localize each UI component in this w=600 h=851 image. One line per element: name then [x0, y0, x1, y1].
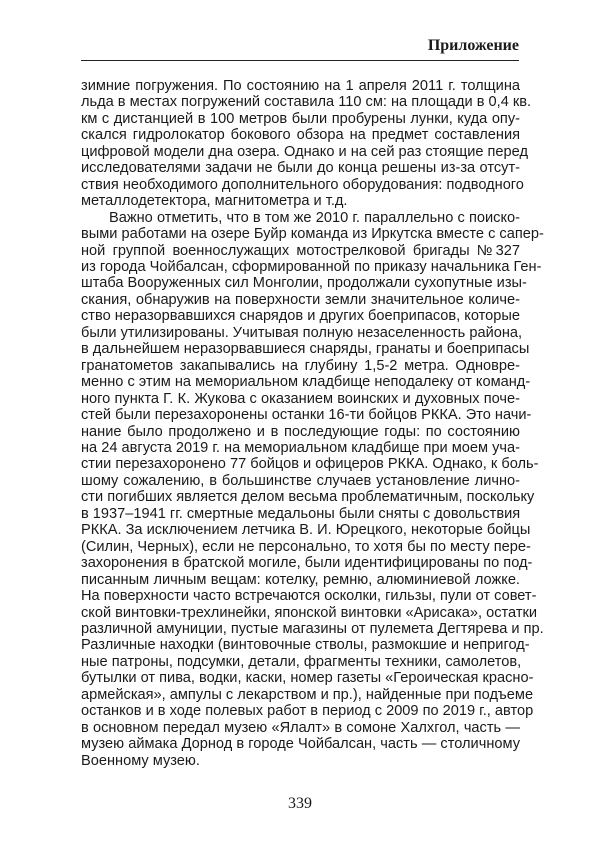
- running-header: [81, 36, 519, 61]
- page-number: 339: [288, 795, 312, 812]
- text-line: в дальнейшем неразорвавшиеся снаряды, гранаты и боеприпасы: [81, 341, 530, 358]
- paragraph: [81, 209, 544, 769]
- text-line: шому сожалению, в большинстве случаев установление лично-: [81, 472, 520, 489]
- text-line: ской винтовки-трехлинейки, японской винтовки «Арисака», остатки: [81, 604, 538, 621]
- text-line: гранатометов закапывались на глубину 1,5-2 метра. Одновре-: [81, 357, 520, 374]
- text-line: в 1937–1941 гг. смертные медальоны были сняты с довольствия: [81, 505, 521, 522]
- text-line: скался гидролокатор бокового обзора на предмет составления: [81, 127, 520, 144]
- text-line: ство неразорвавшихся снарядов и других боеприпасов, которые: [81, 308, 520, 325]
- text-line: из города Чойбалсан, сформированной по приказу начальника Ген-: [81, 258, 542, 275]
- text-line: штаба Вооруженных сил Монголии, продолжали сухопутные изы-: [81, 275, 527, 292]
- text-line: музею аймака Дорнод в городе Чойбалсан, часть — столичному: [81, 736, 520, 753]
- text-line: Важно отметить, что в том же 2010 г. параллельно с поиско-: [109, 209, 520, 226]
- text-line: РККА. За исключением летчика В. И. Юрецкого, некоторые бойцы: [81, 522, 531, 539]
- text-line: зимние погружения. По состоянию на 1 апреля 2011 г. толщина: [81, 78, 520, 94]
- text-line: ного пункта Г. К. Жукова с оказанием воинских и духовных поче-: [81, 390, 520, 407]
- text-line: останков и в ходе полевых работ в период с 2009 по 2019 г., автор: [81, 703, 534, 720]
- text-line: в основном передал музею «Ялалт» в сомоне Халхгол, часть —: [81, 719, 520, 736]
- text-line: ствия необходимого дополнительного оборудования: подводного: [81, 176, 524, 193]
- text-line: скания, обнаружив на поверхности земли значительное количе-: [81, 291, 520, 308]
- text-line: ной группой военнослужащих мотострелковой бригады №327: [81, 242, 520, 259]
- text-line: писанным личным вещам: котелку, ремню, алюминиевой ложке.: [81, 571, 520, 588]
- text-line: Различные находки (винтовочные стволы, размокшие и непригод-: [81, 637, 530, 654]
- text-line: стей были перезахоронены останки 16-ти бойцов РККА. Это начи-: [81, 407, 532, 424]
- text-line: км с дистанцией в 100 метров были пробурены лунки, куда опу-: [81, 110, 520, 127]
- text-line: (Силин, Черных), если не персонально, то хотя бы по месту пере-: [81, 538, 531, 555]
- text-line: захоронения в братской могиле, были идентифицированы по под-: [81, 555, 533, 572]
- text-line: менно с этим на мемориальном кладбище неподалеку от команд-: [81, 374, 531, 391]
- text-line: льда в местах погружений составила 110 см: на площади в 0,4 кв.: [81, 94, 532, 111]
- text-line: бутылки от пива, водки, каски, номер газеты «Героическая красно-: [81, 670, 534, 687]
- text-line: на 24 августа 2019 г. на мемориальном кладбище при моем уча-: [81, 439, 520, 456]
- body-text: [81, 78, 544, 769]
- text-line: различной амуниции, пустые магазины от пулемета Дегтярева и пр.: [81, 620, 544, 637]
- text-line: На поверхности часто встречаются осколки, гильзы, пули от совет-: [81, 588, 537, 605]
- text-line: были утилизированы. Учитывая полную незаселенность района,: [81, 324, 523, 341]
- paragraph: [81, 78, 532, 210]
- text-line: металлодетектора, магнитометра и т.д.: [81, 193, 348, 210]
- text-line: выми работами на озере Буйр команда из Иркутска вместе с сапер-: [81, 226, 544, 243]
- text-line: армейская», ампулы с лекарством и пр.), найденные при подъеме: [81, 686, 534, 703]
- text-line: стии перезахоронено 77 бойцов и офицеров РККА. Однако, к боль-: [81, 456, 539, 473]
- text-line: сти погибших является делом весьма проблематичным, поскольку: [81, 489, 535, 506]
- text-line: нание было продолжено и в последующие годы: по состоянию: [81, 423, 520, 440]
- section-title: Приложение: [427, 37, 519, 54]
- text-line: ные патроны, подсумки, детали, фрагменты техники, самолетов,: [81, 653, 522, 670]
- text-line: цифровой модели дна озера. Однако и на сей раз стоящие перед: [81, 143, 528, 160]
- text-line: исследователями задачи не были до конца решены из-за отсут-: [81, 160, 520, 177]
- text-line: Военному музею.: [81, 752, 200, 769]
